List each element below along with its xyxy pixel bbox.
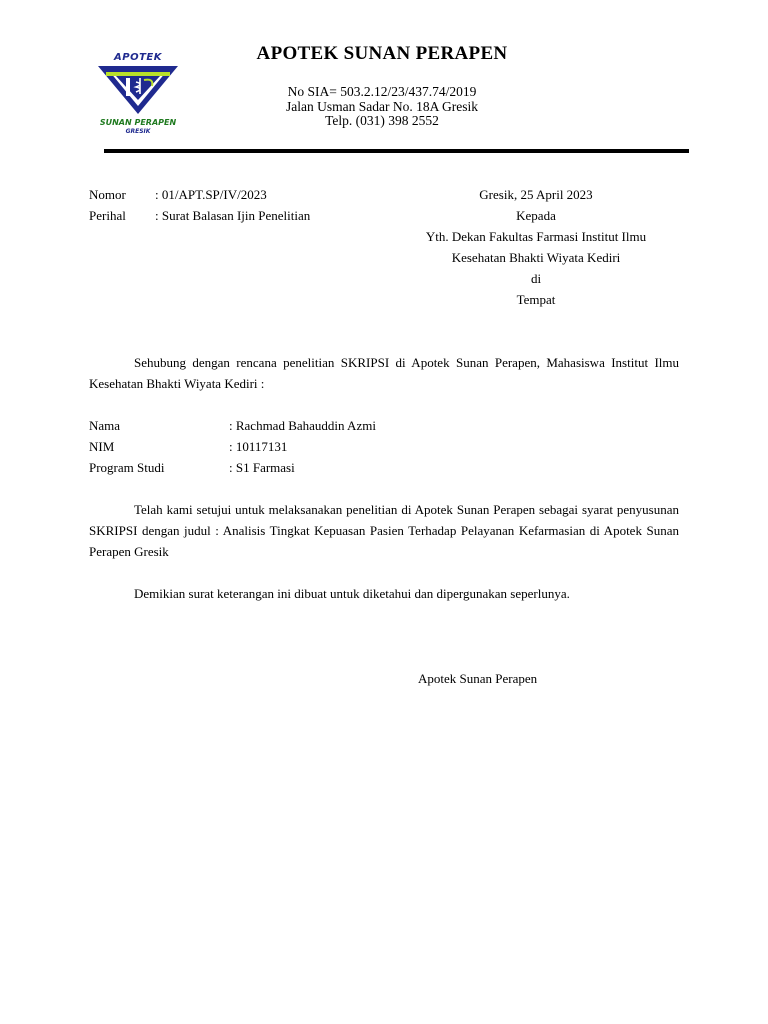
body-paragraph-1: Sehubung dengan rencana penelitian SKRIPSI di Apotek Sunan Perapen, Mahasiswa Institut Ilmu Kesehatan Bhakti Wiyata Kediri : <box>89 355 679 391</box>
student-name-label: Nama <box>89 418 121 433</box>
student-nim-value: : 10117131 <box>229 439 288 454</box>
letterhead-divider <box>104 149 689 153</box>
letterhead-phone: Telp. (031) 398 2552 <box>325 113 439 128</box>
letterhead-sia: No SIA= 503.2.12/23/437.74/2019 <box>287 84 477 99</box>
logo-city-text: GRESIK <box>125 128 151 135</box>
body-paragraph-2: Telah kami setujui untuk melaksanakan penelitian di Apotek Sunan Perapen sebagai syarat penyusunan SKRIPSI dengan judul : Analisis Tingkat Kepuasan Pasien Terhadap Pelayanan Kefarmasian di Apotek Sunan Perapen Gresik <box>89 502 679 559</box>
recipient-line-2: Yth. Dekan Fakultas Farmasi Institut Ilmu <box>425 229 647 244</box>
nomor-value: : 01/APT.SP/IV/2023 <box>155 187 267 202</box>
perihal-label: Perihal <box>89 208 126 223</box>
signature-org: Apotek Sunan Perapen <box>418 671 538 686</box>
student-name-value: : Rachmad Bahauddin Azmi <box>229 418 376 433</box>
apotek-logo <box>92 52 184 140</box>
student-prodi-value: : S1 Farmasi <box>229 460 295 475</box>
recipient-line-4: di <box>530 271 542 286</box>
recipient-line-3: Kesehatan Bhakti Wiyata Kediri <box>451 250 621 265</box>
perihal-value: : Surat Balasan Ijin Penelitian <box>155 208 311 223</box>
letter-date: Gresik, 25 April 2023 <box>479 187 593 202</box>
logo-top-text: APOTEK <box>114 52 162 63</box>
pharmacy-emblem-icon <box>96 64 180 116</box>
student-nim-label: NIM <box>89 439 115 454</box>
logo-bottom-text: SUNAN PERAPEN <box>99 118 177 127</box>
nomor-label: Nomor <box>89 187 126 202</box>
student-prodi-label: Program Studi <box>89 460 165 475</box>
letterhead-title: APOTEK SUNAN PERAPEN <box>256 43 508 64</box>
recipient-line-5: Tempat <box>516 292 556 307</box>
recipient-line-1: Kepada <box>516 208 556 223</box>
body-paragraph-3: Demikian surat keterangan ini dibuat untuk diketahui dan dipergunakan seperlunya. <box>134 586 570 601</box>
letterhead-address: Jalan Usman Sadar No. 18A Gresik <box>286 99 478 114</box>
